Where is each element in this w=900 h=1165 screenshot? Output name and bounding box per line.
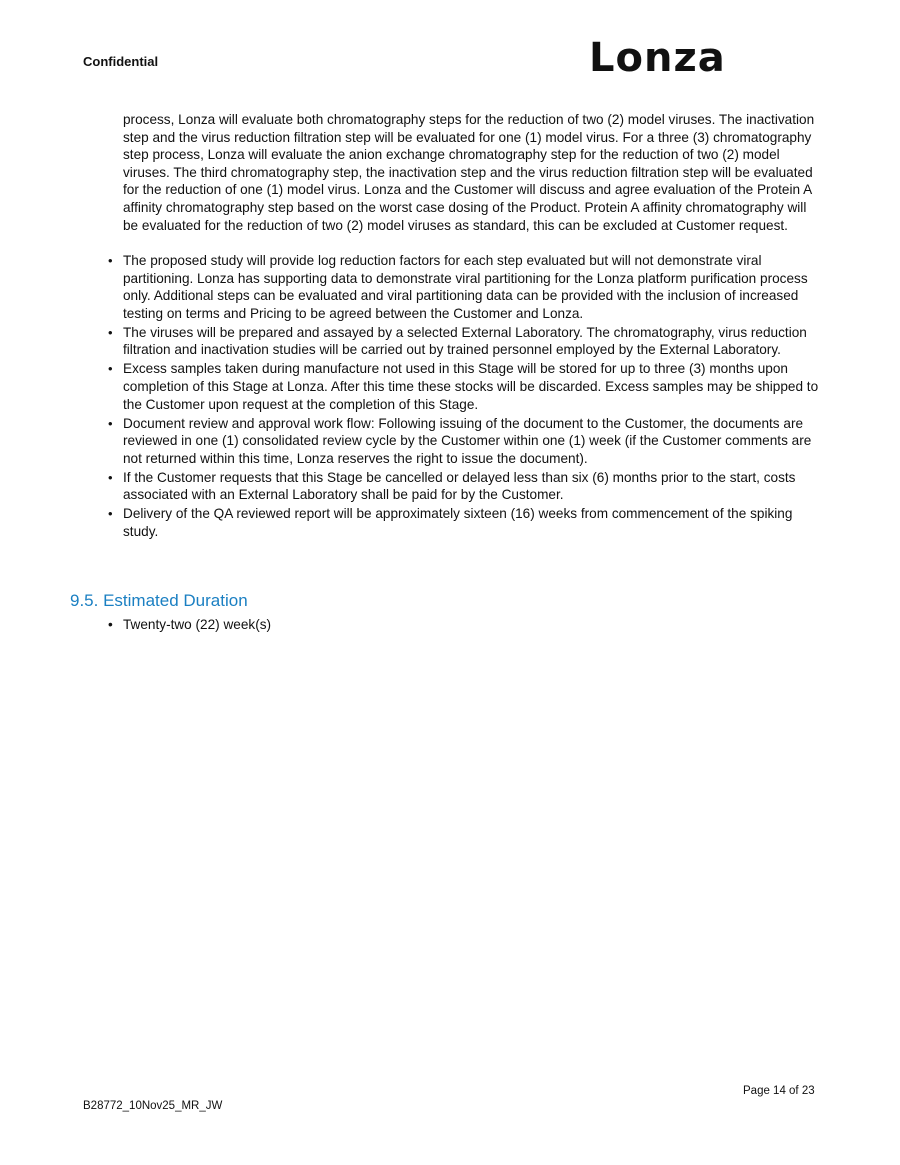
list-item-text: Delivery of the QA reviewed report will be approximately sixteen (16) weeks from commencement of the spiking study. (123, 506, 793, 539)
list-item (105, 469, 823, 504)
bullet-icon: • (108, 253, 113, 268)
list-item (105, 360, 823, 413)
bullet-icon: • (108, 361, 113, 377)
lonza-logo: Lonza (589, 35, 726, 81)
list-item (105, 252, 823, 322)
bullet-icon: • (108, 324, 113, 340)
bullet-icon: • (108, 469, 113, 485)
section-heading-estimated-duration: 9.5. Estimated Duration (70, 591, 248, 610)
list-item (105, 415, 823, 468)
confidential-label: Confidential (83, 54, 159, 69)
bullet-icon: • (108, 506, 113, 522)
document-id: B28772_10Nov25_MR_JW (83, 1100, 223, 1112)
list-item-text: If the Customer requests that this Stage be cancelled or delayed less than six (6) months prior to the start, costs associated with an External Laboratory shall be paid for by the Customer. (123, 469, 796, 503)
continuation-paragraph: process, Lonza will evaluate both chromatography steps for the reduction of two (2) model viruses. The inactivation step and the virus reduction filtration step will be evaluated for one (1) model virus. For a three (3) chromatography step process, Lonza will evaluate the anion exchange chromatography step for the reduction of two (2) model viruses. The third chromatography step, the inactivation step and the virus reduction filtration step will be evaluated for the reduction of one (1) model virus. Lonza and the Customer will discuss and agree evaluation of the Protein A affinity chromatography step based on the worst case dosing of the Product. Protein A affinity chromatography will be evaluated for the reduction of two (2) model viruses as standard, this can be excluded at Customer request. (123, 112, 815, 233)
list-item-text: The viruses will be prepared and assayed by a selected External Laboratory. The chromatography, virus reduction filtration and inactivation studies will be carried out by trained personnel employed by the External Laboratory. (123, 324, 807, 358)
list-item-text: The proposed study will provide log reduction factors for each step evaluated but will not demonstrate viral partitioning. Lonza has supporting data to demonstrate viral partitioning for the Lonza platform purification process only. Additional steps can be evaluated and viral partitioning data can be provided with the inclusion of increased testing on terms and Pricing to be agreed between the Customer and Lonza. (123, 253, 808, 321)
page-number: Page 14 of 23 (743, 1085, 815, 1097)
list-item-text: Document review and approval work flow: Following issuing of the document to the Customer, the documents are reviewed in one (1) consolidated review cycle by the Customer within one (1) week (if the Customer comments are not returned within this time, Lonza reserves the right to issue the document). (123, 415, 812, 466)
bullet-icon: • (108, 617, 113, 632)
list-item-text: Excess samples taken during manufacture not used in this Stage will be stored for up to three (3) months upon completion of this Stage at Lonza. After this time these stocks will be discarded. Excess samples may be shipped to the Customer upon request at the completion of this Stage. (123, 361, 819, 412)
list-item (105, 324, 823, 359)
duration-list (105, 616, 271, 634)
list-item (105, 505, 823, 540)
list-item-text: Twenty-two (22) week(s) (123, 617, 272, 632)
conditions-list (105, 252, 823, 542)
list-item (105, 616, 271, 634)
bullet-icon: • (108, 415, 113, 431)
